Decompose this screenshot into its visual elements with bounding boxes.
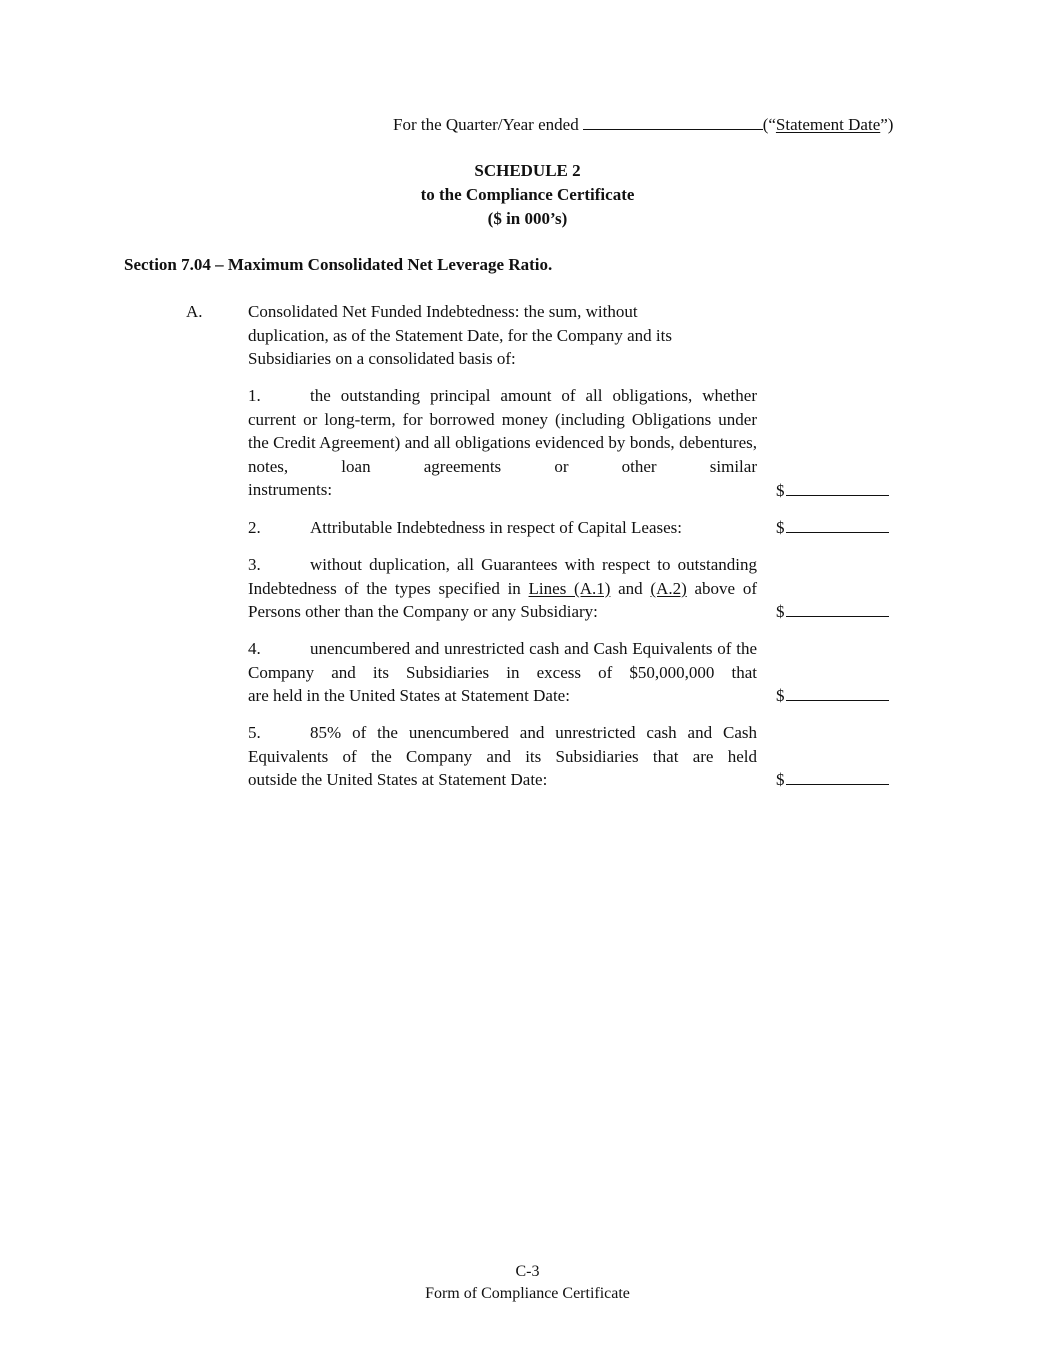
amount-field-4[interactable] [776,684,889,708]
sub-item-3-text-part2: and [618,578,643,598]
document-name: Form of Compliance Certificate [425,1285,630,1302]
sub-item-4-text: unencumbered and unrestricted cash and Cash Equivalents of the Company and its Subsidiaries in excess of $50,000,000 that [248,639,757,682]
line-a2-reference[interactable]: (A.2) [650,578,687,598]
item-a-text [248,300,738,371]
currency-symbol: $ [776,686,785,705]
amount-field-3[interactable] [776,600,889,624]
sub-item-2 [248,516,757,540]
open-quote: (“ [762,115,776,134]
sub-item-1 [248,384,757,502]
sub-item-3 [248,553,757,624]
amount-blank-2[interactable] [786,516,889,533]
sub-item-5-text: 85% of the unencumbered and unrestricted cash and Cash Equivalents of the Company and its Subsidiaries that are held [248,723,757,766]
sub-item-3-text-part1: without duplication, all Guarantees with respect to outstanding Indebtedness of the types specified in [248,555,757,598]
statement-date-label: Statement Date [775,115,881,134]
sub-item-4 [248,637,757,708]
statement-date-line [393,113,893,136]
amount-field-5[interactable] [776,768,889,792]
page-footer [0,1261,1055,1305]
sub-item-2-number: 2. [248,518,261,537]
sub-item-1-number: 1. [248,386,261,405]
sub-item-1-tail: instruments: [248,480,333,499]
sub-item-3-number: 3. [248,555,261,574]
quarter-year-blank[interactable] [583,113,763,130]
currency-symbol: $ [776,602,785,621]
sub-item-5 [248,721,757,792]
schedule-title-line3: ($ in 000’s) [487,209,568,228]
sub-item-4-tail: are held in the United States at Statement Date: [248,686,570,705]
close-quote: ”) [880,115,894,134]
schedule-title-line2: to the Compliance Certificate [420,185,635,204]
sub-item-1-text: the outstanding principal amount of all obligations, whether current or long-term, for borrowed money (including Obligations under the Credit Agreement) and all obligations evidenced by bonds, debentures, notes, loan agreements or other similar [248,386,757,476]
sub-item-4-number: 4. [248,639,261,658]
amount-blank-3[interactable] [786,600,889,617]
item-a-line1: Consolidated Net Funded Indebtedness: the sum, without [248,302,638,321]
schedule-title-line1: SCHEDULE 2 [474,161,581,180]
item-a-letter: A. [186,302,203,321]
schedule-title [0,159,1055,231]
currency-symbol: $ [776,770,785,789]
item-a-line2: duplication, as of the Statement Date, for the Company and its [248,325,672,345]
lines-a1-reference[interactable]: Lines (A.1) [528,578,611,598]
page-number: C-3 [515,1263,540,1280]
sub-item-2-text: Attributable Indebtedness in respect of Capital Leases: [310,518,682,537]
amount-blank-5[interactable] [786,768,889,785]
sub-item-5-tail: outside the United States at Statement Date: [248,770,548,789]
sub-item-3-text-part3: above of Persons other than the Company or any Subsidiary: [248,578,757,621]
currency-symbol: $ [776,518,785,537]
sub-item-5-number: 5. [248,723,261,742]
amount-blank-1[interactable] [786,479,889,496]
amount-field-2[interactable] [776,516,889,540]
amount-field-1[interactable] [776,479,889,503]
section-heading: Section 7.04 – Maximum Consolidated Net Leverage Ratio. [124,255,553,274]
amount-blank-4[interactable] [786,684,889,701]
statement-prefix: For the Quarter/Year ended [393,115,579,134]
currency-symbol: $ [776,481,785,500]
item-a-line3: Subsidiaries on a consolidated basis of: [248,349,516,368]
